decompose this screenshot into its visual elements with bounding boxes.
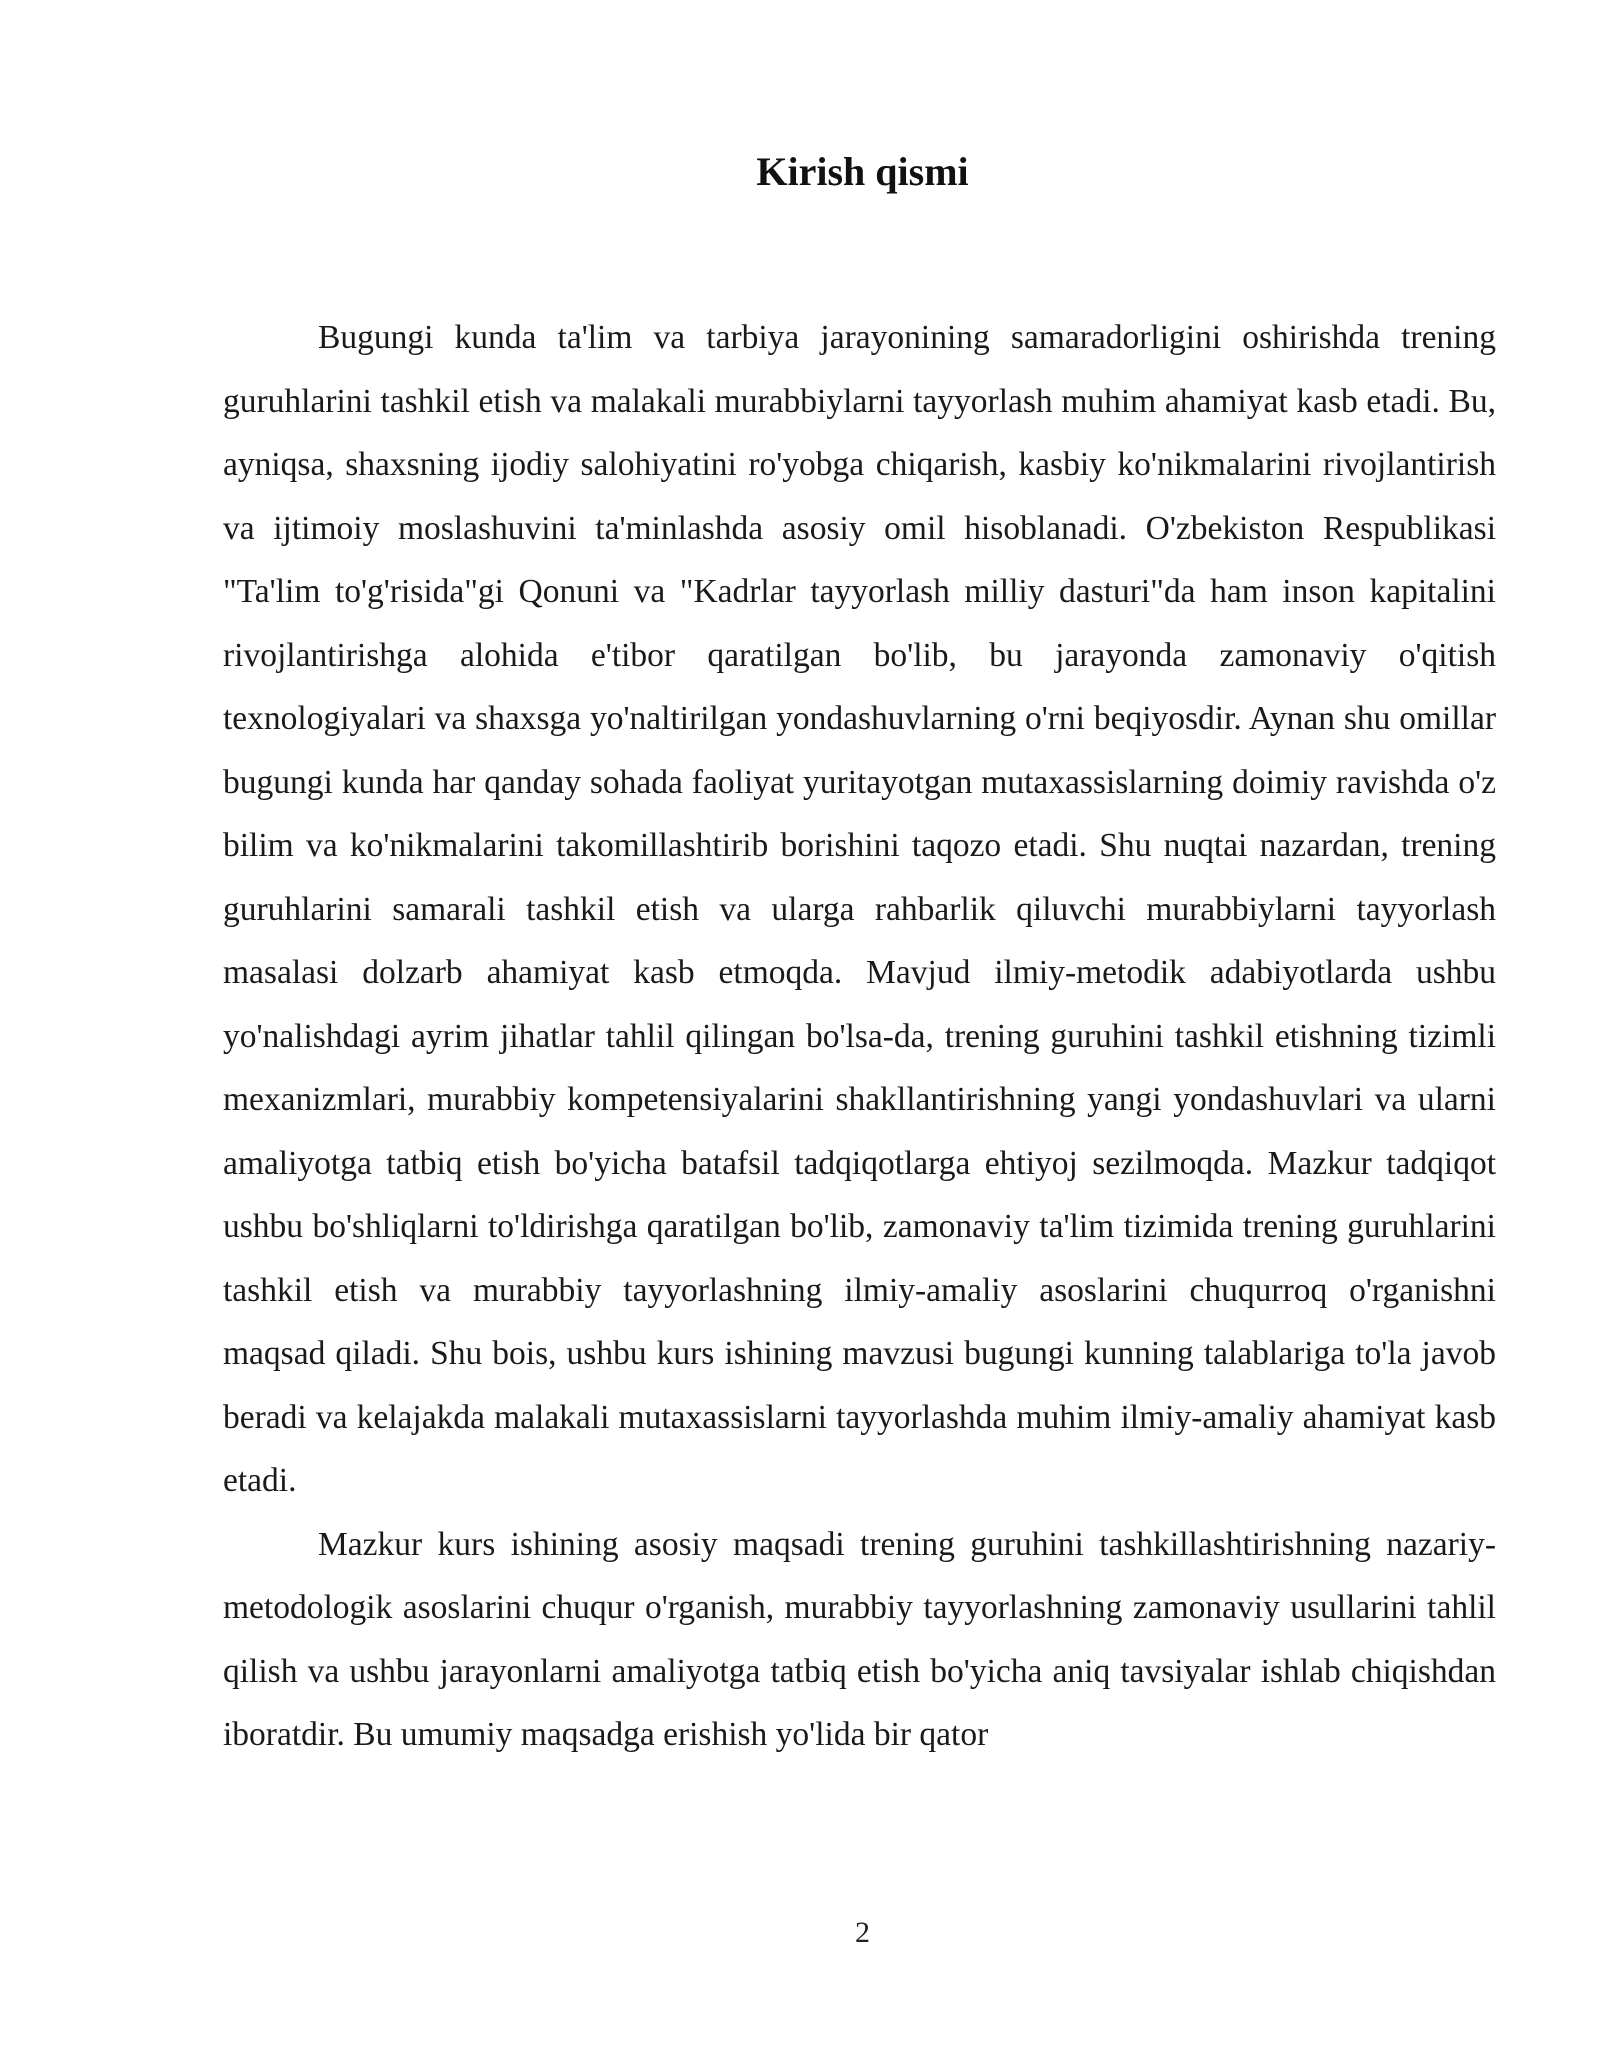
paragraph-1: Bugungi kunda ta'lim va tarbiya jarayonining samaradorligini oshirishda trening guruhlarini tashkil etish va malakali murabbiylarni tayyorlash muhim ahamiyat kasb etadi. Bu, ayniqsa, shaxsning ijodiy salohiyatini ro'yobga chiqarish, kasbiy ko'nikmalarini rivojlantirish va ijtimoiy moslashuvini ta'minlashda asosiy omil hisoblanadi. O'zbekiston Respublikasi "Ta'lim to'g'risida"gi Qonuni va "Kadrlar tayyorlash milliy dasturi"da ham inson kapitalini rivojlantirishga alohida e'tibor qaratilgan bo'lib, bu jarayonda zamonaviy o'qitish texnologiyalari va shaxsga yo'naltirilgan yondashuvlarning o'rni beqiyosdir. Aynan shu omillar bugungi kunda har qanday sohada faoliyat yuritayotgan mutaxassislarning doimiy ravishda o'z bilim va ko'nikmalarini takomillashtirib borishini taqozo etadi. Shu nuqtai nazardan, trening guruhlarini samarali tashkil etish va ularga rahbarlik qiluvchi murabbiylarni tayyorlash masalasi dolzarb ahamiyat kasb etmoqda. Mavjud ilmiy-metodik adabiyotlarda ushbu yo'nalishdagi ayrim jihatlar tahlil qilingan bo'lsa-da, trening guruhini tashkil etishning tizimli mexanizmlari, murabbiy kompetensiyalarini shakllantirishning yangi yondashuvlari va ularni amaliyotga tatbiq etish bo'yicha batafsil tadqiqotlarga ehtiyoj sezilmoqda. Mazkur tadqiqot ushbu bo'shliqlarni to'ldirishga qaratilgan bo'lib, zamonaviy ta'lim tizimida trening guruhlarini tashkil etish va murabbiy tayyorlashning ilmiy-amaliy asoslarini chuqurroq o'rganishni maqsad qiladi. Shu bois, ushbu kurs ishining mavzusi bugungi kunning talablariga to'la javob beradi va kelajakda malakali mutaxassislarni tayyorlashda muhim ilmiy-amaliy ahamiyat kasb etadi. [223,319,1496,1499]
page-title: Kirish qismi [756,149,969,194]
paragraph-2: Mazkur kurs ishining asosiy maqsadi trening guruhini tashkillashtirishning nazariy-metodologik asoslarini chuqur o'rganish, murabbiy tayyorlashning zamonaviy usullarini tahlil qilish va ushbu jarayonlarni amaliyotga tatbiq etish bo'yicha aniq tavsiyalar ishlab chiqishdan iboratdir. Bu umumiy maqsadga erishish yo'lida bir qator [223,1525,1496,1753]
document-body [223,306,1496,1767]
page-number: 2 [855,1916,870,1949]
